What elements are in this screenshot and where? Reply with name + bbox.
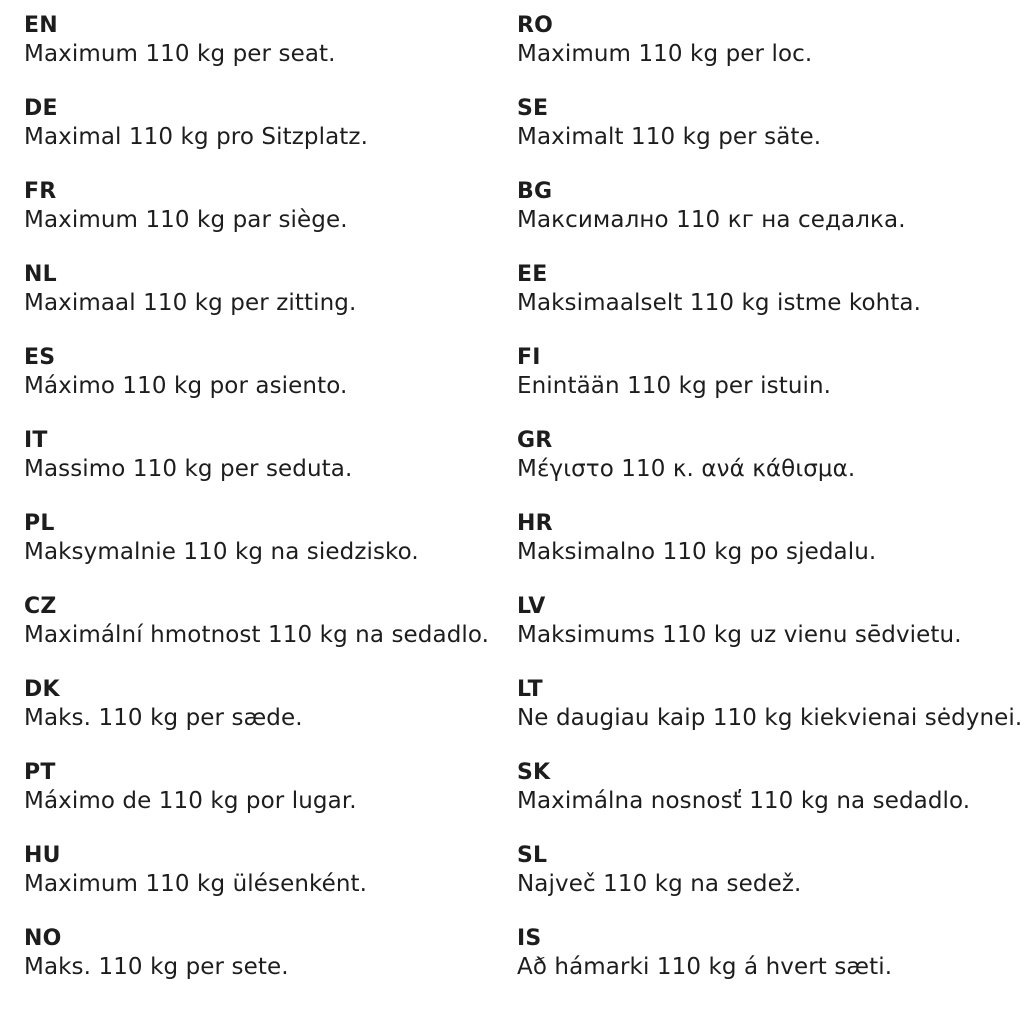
language-column-right <box>517 12 1024 1024</box>
translation-text: Að hámarki 110 kg á hvert sæti. <box>517 954 893 980</box>
translation-text: Največ 110 kg na sedež. <box>517 871 802 897</box>
language-entry <box>24 261 517 317</box>
language-entry <box>24 925 517 981</box>
language-entry <box>24 676 517 732</box>
language-entry <box>24 344 517 400</box>
translation-text: Μέγιστο 110 κ. ανά κάθισμα. <box>517 456 856 482</box>
language-entry <box>517 842 1024 898</box>
translation-text: Maksimums 110 kg uz vienu sēdvietu. <box>517 622 962 648</box>
language-code: LV <box>517 594 546 619</box>
language-code: SK <box>517 760 551 785</box>
language-entry <box>24 510 517 566</box>
language-entry <box>24 842 517 898</box>
language-code: SL <box>517 843 548 868</box>
translation-text: Maximum 110 kg par siège. <box>24 207 348 233</box>
language-code: GR <box>517 428 553 453</box>
translation-text: Máximo de 110 kg por lugar. <box>24 788 357 814</box>
language-code: CZ <box>24 594 57 619</box>
language-code: LT <box>517 677 543 702</box>
language-entry <box>517 95 1024 151</box>
language-entry <box>24 759 517 815</box>
language-entry <box>517 12 1024 68</box>
translation-text: Maximaal 110 kg per zitting. <box>24 290 357 316</box>
language-entry <box>517 925 1024 981</box>
language-entry <box>517 427 1024 483</box>
translation-text: Ne daugiau kaip 110 kg kiekvienai sėdynei. <box>517 705 1023 731</box>
translation-text: Maks. 110 kg per sæde. <box>24 705 303 731</box>
language-entry <box>517 593 1024 649</box>
language-entry <box>517 261 1024 317</box>
language-code: PT <box>24 760 56 785</box>
language-entry <box>24 427 517 483</box>
language-entry <box>517 510 1024 566</box>
translation-text: Maximální hmotnost 110 kg na sedadlo. <box>24 622 490 648</box>
language-code: HU <box>24 843 61 868</box>
translation-text: Maks. 110 kg per sete. <box>24 954 289 980</box>
language-code: DE <box>24 96 58 121</box>
translation-text: Maksimaalselt 110 kg istme kohta. <box>517 290 922 316</box>
translation-text: Máximo 110 kg por asiento. <box>24 373 348 399</box>
language-code: IS <box>517 926 542 951</box>
language-code: EE <box>517 262 548 287</box>
language-code: HR <box>517 511 553 536</box>
translation-text: Maximum 110 kg ülésenként. <box>24 871 368 897</box>
language-entry <box>24 593 517 649</box>
language-code: RO <box>517 13 554 38</box>
language-code: IT <box>24 428 48 453</box>
language-code: FI <box>517 345 541 370</box>
language-code: FR <box>24 179 57 204</box>
language-code: NO <box>24 926 62 951</box>
language-entry <box>24 95 517 151</box>
language-entry <box>517 676 1024 732</box>
translation-text: Maximalt 110 kg per säte. <box>517 124 822 150</box>
language-entry <box>517 344 1024 400</box>
language-code: DK <box>24 677 60 702</box>
language-code: NL <box>24 262 57 287</box>
language-entry <box>517 178 1024 234</box>
translation-text: Maximal 110 kg pro Sitzplatz. <box>24 124 368 150</box>
language-code: BG <box>517 179 553 204</box>
translation-text: Massimo 110 kg per seduta. <box>24 456 353 482</box>
language-code: EN <box>24 13 58 38</box>
language-entry <box>24 178 517 234</box>
translation-text: Maximálna nosnosť 110 kg na sedadlo. <box>517 788 971 814</box>
translation-text: Maksymalnie 110 kg na siedzisko. <box>24 539 419 565</box>
language-entry <box>24 12 517 68</box>
language-code: PL <box>24 511 55 536</box>
translation-text: Maximum 110 kg per seat. <box>24 41 336 67</box>
translation-text: Maximum 110 kg per loc. <box>517 41 813 67</box>
language-code: SE <box>517 96 549 121</box>
translation-text: Максимално 110 кг на седалка. <box>517 207 906 233</box>
language-column-left <box>24 12 517 1024</box>
translation-text: Enintään 110 kg per istuin. <box>517 373 832 399</box>
language-entry <box>517 759 1024 815</box>
language-code: ES <box>24 345 56 370</box>
translation-text: Maksimalno 110 kg po sjedalu. <box>517 539 877 565</box>
